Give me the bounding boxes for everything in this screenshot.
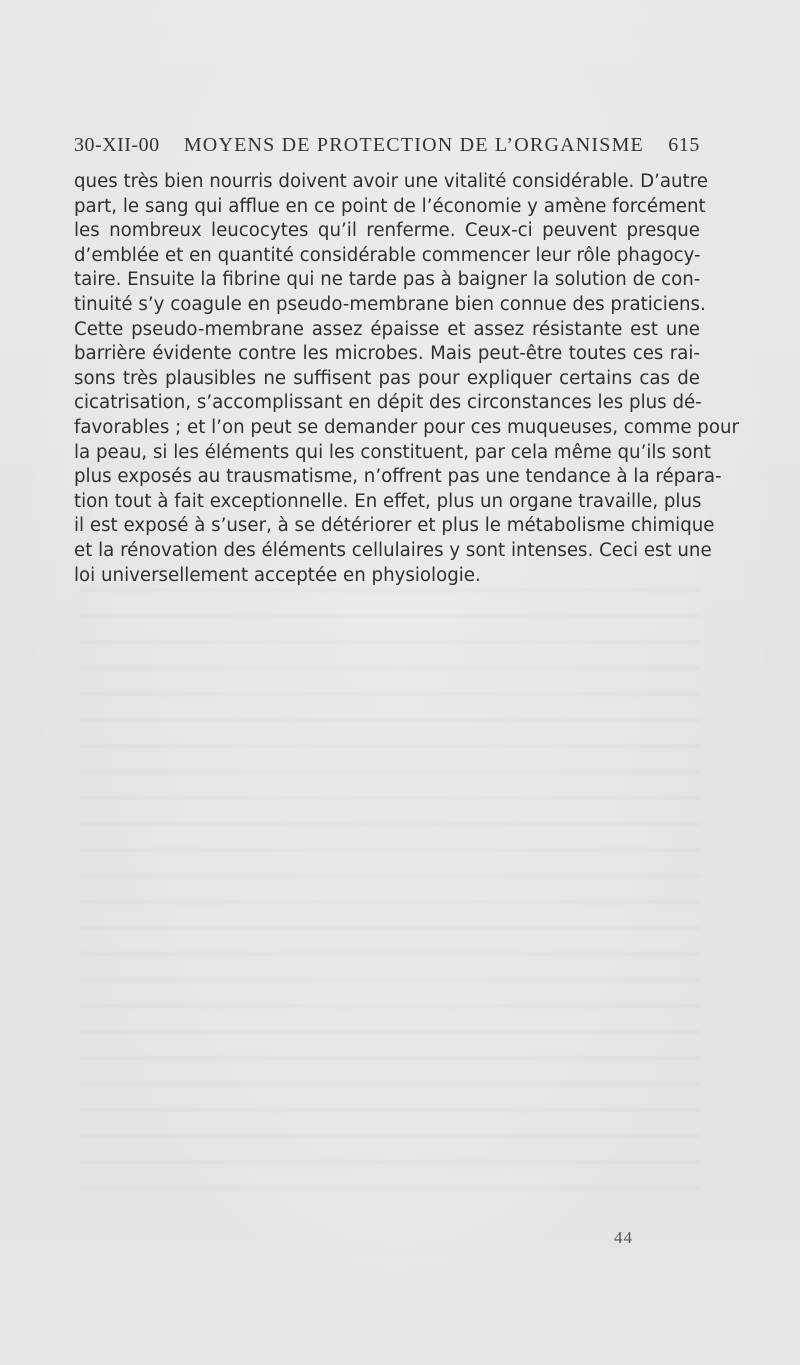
text-line: plus exposés au trausmatisme, n’offrent pas une tendance à la répara- [74, 466, 722, 488]
text-line: il est exposé à s’user, à se détériorer et plus le métabolisme chimique [74, 515, 715, 537]
text-line: barrière évidente contre les microbes. Mais peut-être toutes ces rai- [74, 343, 700, 365]
text-line: cicatrisation, s’accomplissant en dépit des circonstances les plus dé- [74, 392, 702, 414]
signature-mark: 44 [614, 1228, 633, 1247]
running-head [74, 134, 700, 157]
text-line: taire. Ensuite la fibrine qui ne tarde pas à baigner la solution de con- [74, 269, 701, 291]
text-line: les nombreux leucocytes qu’il renferme. Ceux-ci peuvent presque [74, 220, 700, 242]
text-line: sons très plausibles ne suffisent pas pour expliquer certains cas de [74, 367, 700, 389]
text-line: tion tout à fait exceptionnelle. En effet, plus un organe travaille, plus [74, 490, 702, 512]
text-line: Cette pseudo-membrane assez épaisse et assez résistante est une [74, 318, 700, 340]
text-line: ques très bien nourris doivent avoir une vitalité considérable. D’autre [74, 171, 708, 192]
header-date: 30-XII-00 [74, 134, 160, 156]
text-line: la peau, si les éléments qui les constituent, par cela même qu’ils sont [74, 441, 711, 463]
text-line: part, le sang qui afflue en ce point de l’économie y amène forcément [74, 195, 706, 217]
body-paragraph [74, 170, 739, 588]
header-title: MOYENS DE PROTECTION DE L’ORGANISME [183, 134, 644, 156]
show-through-text [80, 575, 700, 1205]
text-line: d’emblée et en quantité considérable commencer leur rôle phagocy- [74, 244, 701, 266]
text-line-last: loi universellement acceptée en physiologie. [74, 564, 481, 586]
text-line: favorables ; et l’on peut se demander pour ces muqueuses, comme pour [74, 416, 739, 438]
page-number: 615 [668, 134, 700, 156]
text-line: tinuité s’y coagule en pseudo-membrane bien connue des praticiens. [74, 293, 706, 315]
text-line: et la rénovation des éléments cellulaires y sont intenses. Ceci est une [74, 539, 712, 561]
